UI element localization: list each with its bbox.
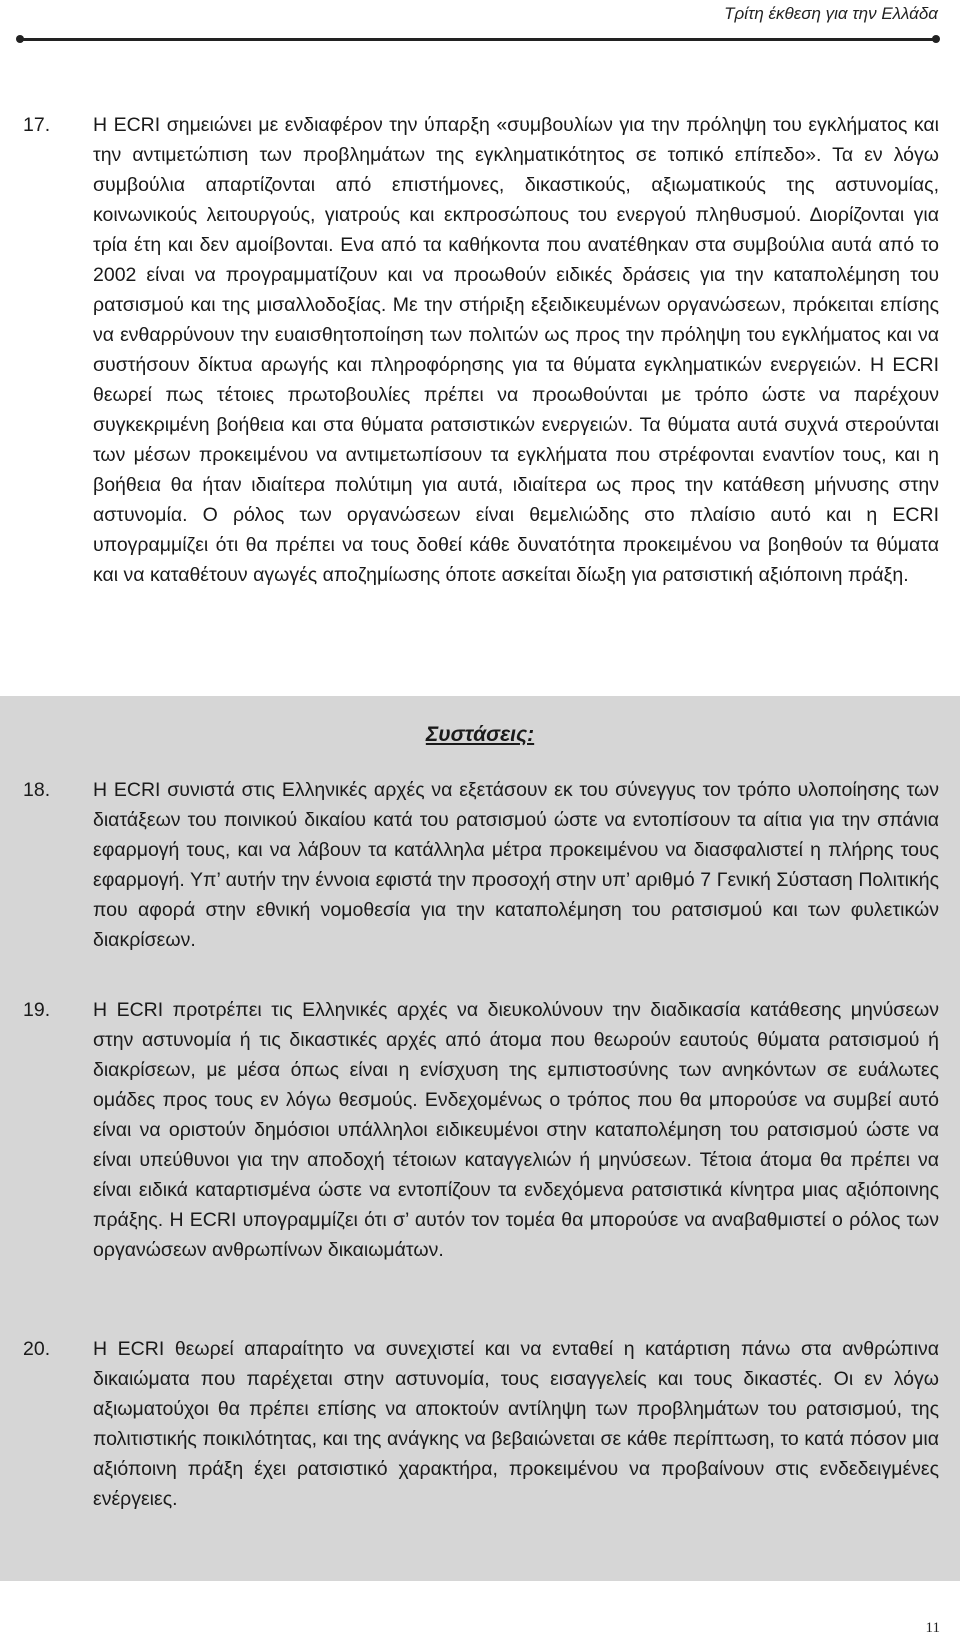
paragraph-number: 18.	[23, 779, 51, 801]
paragraph-text: Η ECRI θεωρεί απαραίτητο να συνεχιστεί και να ενταθεί η κατάρτιση πάνω στα ανθρώπινα δικαιώματα που παρέχεται στην αστυνομία, τους εισαγγελείς και τους δικαστές. Οι εν λόγω αξιωματούχοι θα πρέπει επίσης να αποκτούν αντίληψη των προβλημάτων του ρατσισμού, της πολιτιστικής ποικιλότητας, και της ανάγκης να βεβαιώνεται σε κάθε περίπτωση, το κατά πόσον μια αξιόποινη πράξη έχει ρατσιστικό χαρακτήρα, προκειμένου να προβαίνουν στις ενδεδειγμένες ενέργειες.	[93, 1338, 939, 1510]
paragraph-text: Η ECRI προτρέπει τις Ελληνικές αρχές να διευκολύνουν την διαδικασία κατάθεσης μηνύσεων στην αστυνομία ή τις δικαστικές αρχές από άτομα που θεωρούν εαυτούς θύματα ρατσισμού ή διακρίσεων, με μέσα όπως είναι η ενίσχυση της εμπιστοσύνης των ανηκόντων σε ευάλωτες ομάδες προς τους εν λόγω θεσμούς. Ενδεχομένως ο τρόπος που θα μπορούσε να συμβεί αυτό είναι να οριστούν δημόσιοι υπάλληλοι ειδικευμένοι στην καταπολέμηση του ρατσισμού ώστε να είναι υπεύθυνοι για την αποδοχή τέτοιων καταγγελιών ή μηνύσεων. Τέτοια άτομα θα πρέπει να είναι ειδικά καταρτισμένα ώστε να εντοπίζουν τα ενδεχόμενα ρατσιστικά κίνητρα μιας αξιόποινης πράξης. Η ECRI υπογραμμίζει ότι σ’ αυτόν τον τομέα θα μπορούσε να αναβαθμιστεί ο ρόλος των οργανώσεων ανθρωπίνων δικαιωμάτων.	[93, 999, 939, 1261]
header-divider	[18, 38, 938, 41]
paragraph-number: 19.	[23, 999, 51, 1021]
paragraph-19	[23, 995, 939, 1265]
paragraph-number: 17.	[23, 114, 51, 136]
paragraph-text: Η ECRI σημειώνει με ενδιαφέρον την ύπαρξη «συμβουλίων για την πρόληψη του εγκλήματος και την αντιμετώπιση των προβλημάτων της εγκληματικότητος σε τοπικό επίπεδο». Τα εν λόγω συμβούλια απαρτίζονται από επιστήμονες, δικαστικούς, αξιωματικούς της αστυνομίας, κοινωνικούς λειτουργούς, γιατρούς και εκπροσώπους του ενεργού πληθυσμού. Διορίζονται για τρία έτη και δεν αμοίβονται. Ενα από τα καθήκοντα που ανατέθηκαν στα συμβούλια αυτά από το 2002 είναι να προγραμματίζουν και να προωθούν ειδικές δράσεις για την καταπολέμηση του ρατσισμού και της μισαλλοδοξίας. Με την στήριξη εξειδικευμένων οργανώσεων, πρόκειται επίσης να ενθαρρύνουν την ευαισθητοποίηση των πολιτών ως προς την πρόληψη του εγκλήματος και να συστήσουν δίκτυα αρωγής και πληροφόρησης για τα θύματα εγκληματικών ενεργειών. Η ECRI θεωρεί πως τέτοιες πρωτοβουλίες πρέπει να προωθούνται με τρόπο ώστε να παρέχουν συγκεκριμένη βοήθεια και στα θύματα ρατσιστικών ενεργειών. Τα θύματα αυτά συχνά στερούνται των μέσων προκειμένου να αντιμετωπίσουν τα εγκλήματα που στρέφονται εναντίον τους, και η βοήθεια θα ήταν ιδιαίτερα πολύτιμη για αυτά, ιδιαίτερα ως προς την κατάθεση μήνυσης στην αστυνομία. Ο ρόλος των οργανώσεων είναι θεμελιώδης στο πλαίσιο αυτό και η ECRI υπογραμμίζει ότι θα πρέπει να τους δοθεί κάθε δυνατότητα προκειμένου να βοηθούν τα θύματα και να καταθέτουν αγωγές αποζημίωσης όποτε ασκείται δίωξη για ρατσιστική αξιόποινη πράξη.	[93, 114, 939, 586]
paragraph-number: 20.	[23, 1338, 51, 1360]
paragraph-18	[23, 775, 939, 955]
recommendations-heading: Συστάσεις:	[425, 723, 535, 746]
paragraph-20	[23, 1334, 939, 1514]
page-number: 11	[925, 1620, 940, 1636]
paragraph-text: Η ECRI συνιστά στις Ελληνικές αρχές να εξετάσουν εκ του σύνεγγυς τον τρόπο υλοποίησης των διατάξεων του ποινικού δικαίου κατά του ρατσισμού ώστε να εντοπίσουν τα αίτια για την σπάνια εφαρμογή τους, και να λάβουν τα κατάλληλα μέτρα προκειμένου να διασφαλιστεί η πλήρης τους εφαρμογή. Υπ’ αυτήν την έννοια εφιστά την προσοχή στην υπ’ αριθμό 7 Γενική Σύσταση Πολιτικής που αφορά στην εθνική νομοθεσία για την καταπολέμηση του ρατσισμού και των φυλετικών διακρίσεων.	[93, 779, 939, 951]
paragraph-17	[23, 110, 939, 590]
running-header-title: Τρίτη έκθεση για την Ελλάδα	[724, 4, 938, 23]
